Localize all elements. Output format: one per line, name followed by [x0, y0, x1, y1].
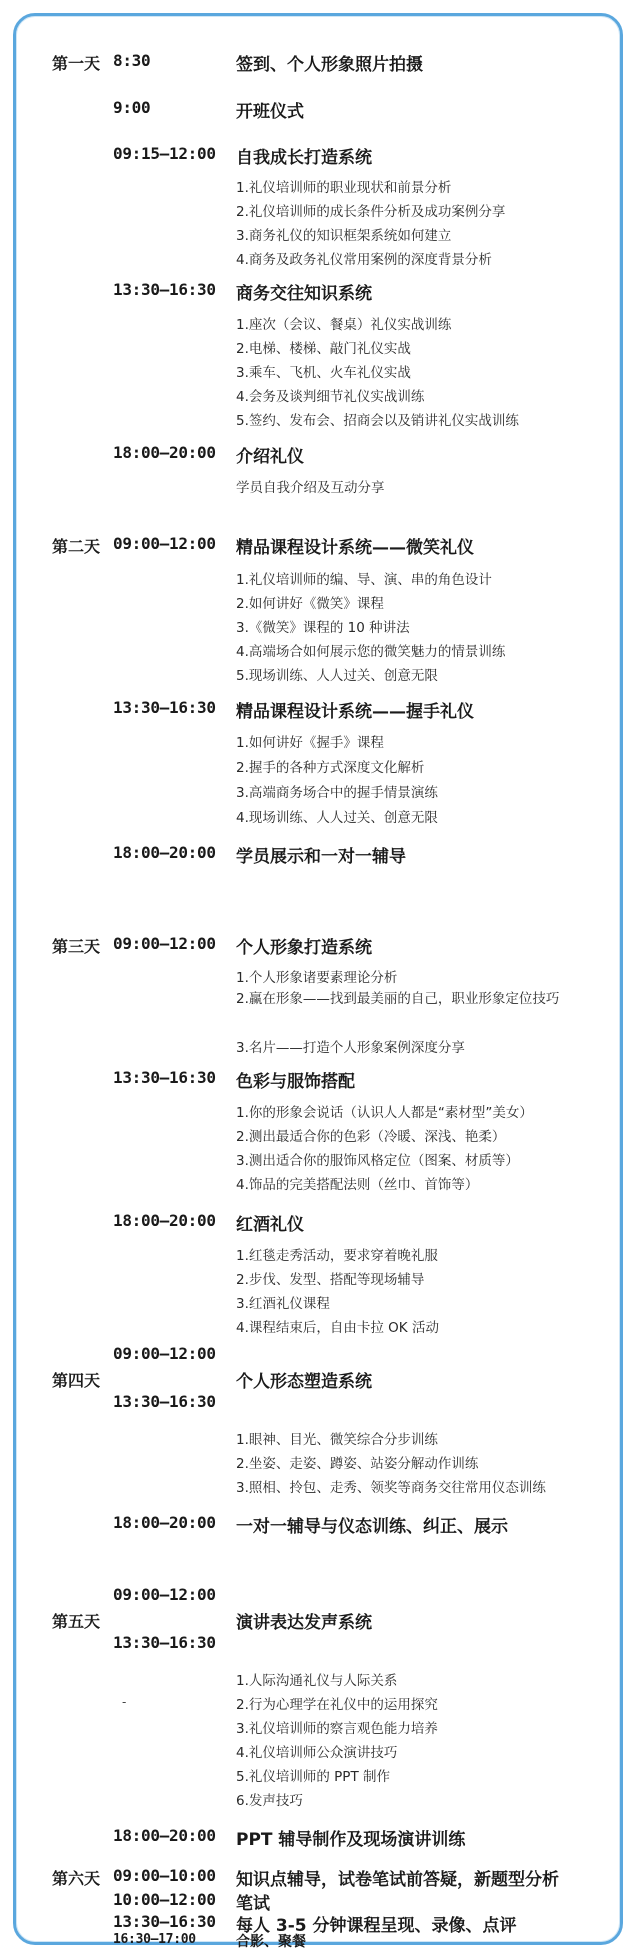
list-item: 3.测出适合你的服饰风格定位（图案、材质等） — [236, 1153, 519, 1169]
session-time: 13:30—16:30 — [113, 1392, 216, 1411]
session-time: 13:30—16:30 — [113, 1068, 216, 1087]
session-title: 每人 3-5 分钟课程呈现、录像、点评 — [236, 1916, 517, 1936]
session-title: 精品课程设计系统——握手礼仪 — [236, 702, 474, 722]
list-item: 3.照相、拎包、走秀、领奖等商务交往常用仪态训练 — [236, 1480, 546, 1496]
session-title: 笔试 — [236, 1894, 270, 1914]
list-item: 6.发声技巧 — [236, 1793, 303, 1809]
session-time: 13:30—16:30 — [113, 1912, 216, 1931]
list-item: 3.名片——打造个人形象案例深度分享 — [236, 1040, 465, 1056]
list-item: 5.现场训练、人人过关、创意无限 — [236, 668, 438, 684]
session-title: 知识点辅导，试卷笔试前答疑，新题型分析 — [236, 1870, 559, 1890]
session-title: 精品课程设计系统——微笑礼仪 — [236, 538, 474, 558]
list-item: 1.礼仪培训师的编、导、演、串的角色设计 — [236, 572, 492, 588]
list-item: 1.礼仪培训师的职业现状和前景分析 — [236, 180, 452, 196]
list-item: 4.商务及政务礼仪常用案例的深度背景分析 — [236, 252, 492, 268]
day-label: 第四天 — [52, 1371, 101, 1390]
session-time: 09:00—12:00 — [113, 1585, 216, 1604]
session-time: 18:00—20:00 — [113, 1211, 216, 1230]
session-title: 签到、个人形象照片拍摄 — [236, 55, 423, 75]
list-item: 5.礼仪培训师的 PPT 制作 — [236, 1769, 390, 1785]
list-item: 3.《微笑》课程的 10 种讲法 — [236, 620, 410, 636]
session-time: 16:30—17:00 — [113, 1932, 196, 1947]
session-time: 8:30 — [113, 51, 151, 70]
list-item: 2.电梯、楼梯、敲门礼仪实战 — [236, 341, 411, 357]
list-item: 3.乘车、飞机、火车礼仪实战 — [236, 365, 411, 381]
session-time: 9:00 — [113, 98, 151, 117]
session-time: 09:00—12:00 — [113, 934, 216, 953]
list-item: 1.人际沟通礼仪与人际关系 — [236, 1673, 398, 1689]
list-item: 1.个人形象诸要素理论分析 — [236, 970, 398, 986]
session-time: 18:00—20:00 — [113, 1826, 216, 1845]
day-label: 第三天 — [52, 937, 101, 956]
session-title: 学员展示和一对一辅导 — [236, 847, 406, 867]
session-title: PPT 辅导制作及现场演讲训练 — [236, 1830, 466, 1850]
session-time: 09:00—12:00 — [113, 1344, 216, 1363]
session-time: 13:30—16:30 — [113, 1633, 216, 1652]
session-time: 13:30—16:30 — [113, 698, 216, 717]
session-title: 色彩与服饰搭配 — [236, 1072, 355, 1092]
list-item: 3.高端商务场合中的握手情景演练 — [236, 785, 438, 801]
list-item: 2.如何讲好《微笑》课程 — [236, 596, 384, 612]
session-time: 18:00—20:00 — [113, 843, 216, 862]
list-item: 1.如何讲好《握手》课程 — [236, 735, 384, 751]
list-item: 4.饰品的完美搭配法则（丝巾、首饰等） — [236, 1177, 479, 1193]
list-item: 4.现场训练、人人过关、创意无限 — [236, 810, 438, 826]
session-title: 自我成长打造系统 — [236, 148, 372, 168]
session-title: 个人形象打造系统 — [236, 938, 372, 958]
list-item: 3.商务礼仪的知识框架系统如何建立 — [236, 228, 452, 244]
list-item: 学员自我介绍及互动分享 — [236, 480, 385, 496]
session-title: 介绍礼仪 — [236, 447, 304, 467]
list-item: 3.礼仪培训师的察言观色能力培养 — [236, 1721, 438, 1737]
list-item: 2.步伐、发型、搭配等现场辅导 — [236, 1272, 425, 1288]
list-item: 2.坐姿、走姿、蹲姿、站姿分解动作训练 — [236, 1456, 479, 1472]
session-time: 09:15—12:00 — [113, 144, 216, 163]
session-time: 18:00—20:00 — [113, 1513, 216, 1532]
list-item: 1.眼神、目光、微笑综合分步训练 — [236, 1432, 438, 1448]
list-item: 2.赢在形象——找到最美丽的自己，职业形象定位技巧 — [236, 991, 560, 1007]
list-item: 2.测出最适合你的色彩（冷暖、深浅、艳柔） — [236, 1129, 506, 1145]
session-time: 09:00—12:00 — [113, 534, 216, 553]
day-label: 第二天 — [52, 537, 101, 556]
session-title: 合影、聚餐 — [236, 1934, 306, 1950]
list-item: 4.高端场合如何展示您的微笑魅力的情景训练 — [236, 644, 506, 660]
list-item: 4.课程结束后，自由卡拉 OK 活动 — [236, 1320, 439, 1336]
session-time: 09:00—10:00 — [113, 1866, 216, 1885]
session-title: 一对一辅导与仪态训练、纠正、展示 — [236, 1517, 508, 1537]
stray-dash: - — [122, 1695, 127, 1709]
list-item: 4.会务及谈判细节礼仪实战训练 — [236, 389, 425, 405]
session-time: 18:00—20:00 — [113, 443, 216, 462]
session-time: 13:30—16:30 — [113, 280, 216, 299]
session-time: 10:00—12:00 — [113, 1890, 216, 1909]
list-item: 4.礼仪培训师公众演讲技巧 — [236, 1745, 398, 1761]
list-item: 1.红毯走秀活动，要求穿着晚礼服 — [236, 1248, 438, 1264]
day-label: 第五天 — [52, 1612, 101, 1631]
session-title: 个人形态塑造系统 — [236, 1372, 372, 1392]
list-item: 1.座次（会议、餐桌）礼仪实战训练 — [236, 317, 452, 333]
list-item: 5.签约、发布会、招商会以及销讲礼仪实战训练 — [236, 413, 519, 429]
list-item: 2.礼仪培训师的成长条件分析及成功案例分享 — [236, 204, 506, 220]
session-title: 开班仪式 — [236, 102, 304, 122]
list-item: 3.红酒礼仪课程 — [236, 1296, 330, 1312]
list-item: 1.你的形象会说话（认识人人都是“素材型”美女） — [236, 1105, 533, 1121]
day-label: 第一天 — [52, 54, 101, 73]
session-title: 演讲表达发声系统 — [236, 1613, 372, 1633]
day-label: 第六天 — [52, 1869, 101, 1888]
session-title: 红酒礼仪 — [236, 1215, 304, 1235]
session-title: 商务交往知识系统 — [236, 284, 372, 304]
list-item: 2.行为心理学在礼仪中的运用探究 — [236, 1697, 438, 1713]
list-item: 2.握手的各种方式深度文化解析 — [236, 760, 425, 776]
